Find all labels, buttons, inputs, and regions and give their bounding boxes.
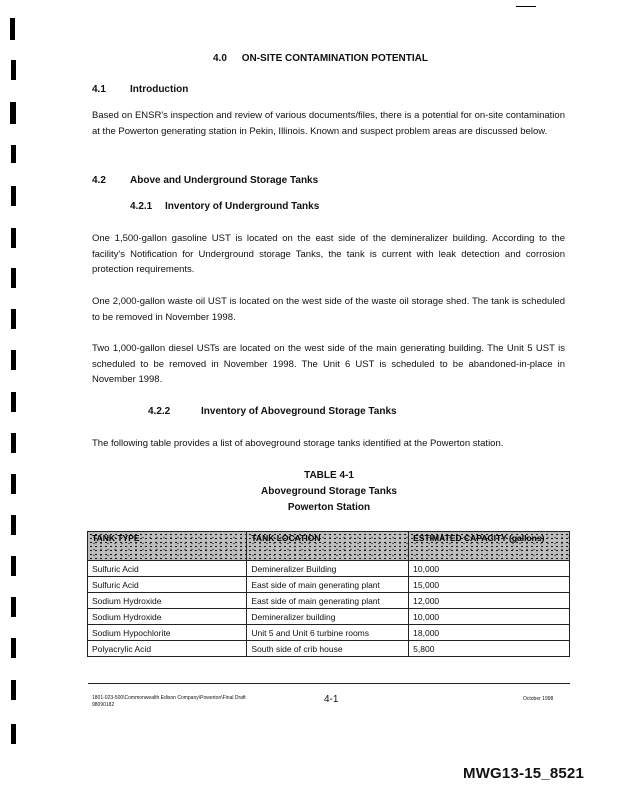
table-row bbox=[88, 577, 570, 593]
section-number: 4.0 bbox=[213, 53, 227, 64]
subsection-title: Introduction bbox=[130, 84, 189, 95]
cell-tank-type: Sodium Hydroxide bbox=[88, 593, 247, 609]
table-row bbox=[88, 593, 570, 609]
cell-tank-type: Sodium Hypochlorite bbox=[88, 625, 247, 641]
cell-capacity: 12,000 bbox=[409, 593, 570, 609]
cell-tank-type: Sodium Hydroxide bbox=[88, 609, 247, 625]
table-caption-number: TABLE 4-1 bbox=[304, 470, 354, 481]
col-header-tank-location: TANK LOCATION bbox=[247, 532, 409, 561]
cell-tank-type: Polyacrylic Acid bbox=[88, 641, 247, 657]
cell-tank-location: South side of crib house bbox=[247, 641, 409, 657]
paragraph-gasoline-ust: One 1,500-gallon gasoline UST is located on the east side of the demineralizer building. According to the facility's Notification for Underground storage Tanks, the tank is current with leak detection and corrosion protection requirements. bbox=[92, 233, 565, 275]
col-header-tank-type: TANK TYPE bbox=[88, 532, 247, 561]
cell-tank-location: Demineralizer Building bbox=[247, 561, 409, 577]
paragraph-diesel-ust: Two 1,000-gallon diesel USTs are located on the west side of the main generating building. The Unit 5 UST is scheduled to be removed in November 1998. The Unit 6 UST is scheduled to be abandoned-in-place in November 1998. bbox=[92, 343, 565, 385]
table-intro-paragraph: The following table provides a list of aboveground storage tanks identified at the Powerton station. bbox=[92, 438, 504, 449]
table-row bbox=[88, 625, 570, 641]
cell-capacity: 10,000 bbox=[409, 609, 570, 625]
bates-stamp: MWG13-15_8521 bbox=[463, 765, 584, 782]
footer-rule bbox=[88, 683, 570, 684]
cell-tank-location: East side of main generating plant bbox=[247, 577, 409, 593]
subsection-number: 4.2.2 bbox=[148, 406, 171, 417]
subsection-4-2-1-heading bbox=[130, 201, 320, 212]
cell-capacity: 10,000 bbox=[409, 561, 570, 577]
footer-path-line: 1801-023-500\Commonwealth Edison Company\Powerton\Final Draft bbox=[92, 695, 246, 701]
cell-capacity: 18,000 bbox=[409, 625, 570, 641]
subsection-title: Inventory of Aboveground Storage Tanks bbox=[201, 406, 397, 417]
table-row bbox=[88, 641, 570, 657]
cell-tank-location: Unit 5 and Unit 6 turbine rooms bbox=[247, 625, 409, 641]
cell-capacity: 15,000 bbox=[409, 577, 570, 593]
page-number: 4-1 bbox=[324, 694, 339, 705]
subsection-4-2-heading bbox=[92, 175, 319, 186]
cell-tank-type: Sulfuric Acid bbox=[88, 561, 247, 577]
subsection-title: Inventory of Underground Tanks bbox=[165, 201, 320, 212]
subsection-title: Above and Underground Storage Tanks bbox=[130, 175, 319, 186]
section-heading bbox=[213, 53, 428, 64]
footer-date: October 1998 bbox=[523, 696, 554, 702]
col-header-capacity: ESTIMATED CAPACITY (gallons) bbox=[409, 532, 570, 561]
subsection-4-2-2-heading bbox=[148, 406, 397, 417]
cell-tank-type: Sulfuric Acid bbox=[88, 577, 247, 593]
table-caption-location: Powerton Station bbox=[287, 502, 371, 513]
subsection-number: 4.1 bbox=[92, 84, 106, 95]
subsection-number: 4.2 bbox=[92, 175, 106, 186]
section-title: ON-SITE CONTAMINATION POTENTIAL bbox=[241, 53, 428, 64]
table-caption bbox=[0, 468, 618, 516]
footer-document-path bbox=[92, 695, 246, 709]
intro-paragraph: Based on ENSR's inspection and review of various documents/files, there is a potential for on-site contamination at the Powerton generating station in Pekin, Illinois. Known and suspect problem areas are discussed below. bbox=[92, 110, 565, 137]
table-row bbox=[88, 609, 570, 625]
table-caption-title: Aboveground Storage Tanks bbox=[261, 486, 397, 497]
subsection-4-1-heading bbox=[92, 84, 189, 95]
paragraph-waste-oil-ust: One 2,000-gallon waste oil UST is located on the west side of the waste oil storage shed. The tank is scheduled to be removed in November 1998. bbox=[92, 296, 565, 323]
cell-tank-location: East side of main generating plant bbox=[247, 593, 409, 609]
table-row bbox=[88, 561, 570, 577]
cell-tank-location: Demineralizer building bbox=[247, 609, 409, 625]
footer-doc-number: 98090182 bbox=[92, 702, 115, 708]
subsection-number: 4.2.1 bbox=[130, 201, 153, 212]
aboveground-tanks-table bbox=[87, 531, 570, 657]
table-header-row bbox=[88, 532, 570, 561]
cell-capacity: 5,800 bbox=[409, 641, 570, 657]
